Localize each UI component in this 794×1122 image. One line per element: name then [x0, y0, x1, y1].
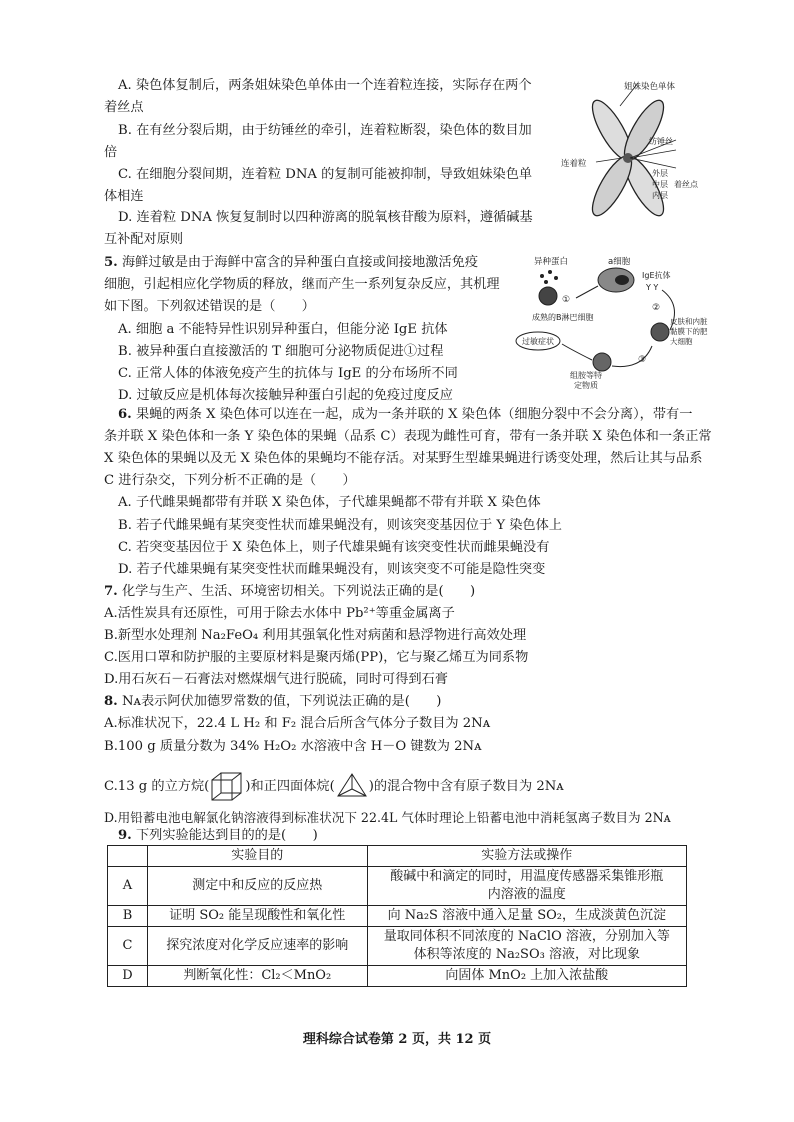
- q4-option-c: C. 在细胞分裂间期，连着粒 DNA 的复制可能被抑制，导致姐妹染色单: [118, 167, 533, 182]
- q8-option-d: D.用铅蓄电池电解氯化钠溶液得到标准状况下 22.4L 气体时理论上铅蓄电池中消耗氢离子数目为 2Nᴀ: [104, 810, 671, 825]
- label-ige-antibody: IgE抗体: [642, 271, 671, 280]
- label-sister-chromatid: 姐妹染色单体: [624, 82, 676, 92]
- row-purpose: 探究浓度对化学反应速率的影响: [147, 927, 367, 966]
- q7-number: 7.: [104, 584, 118, 599]
- table-header-row: [108, 846, 687, 867]
- step-2-marker: ②: [652, 303, 661, 313]
- table-row: [108, 966, 687, 987]
- table-row: [108, 867, 687, 906]
- q6-stem-line-4: C 进行杂交，下列分析不正确的是（ ）: [104, 473, 356, 488]
- q6-option-b: B. 若子代雌果蝇有某突变性状而雄果蝇没有，则该突变基因位于 Y 染色体上: [118, 518, 562, 533]
- q5-stem-line-1: [104, 253, 478, 272]
- q9-stem-line: [118, 826, 318, 845]
- q5-stem-line-3: 如下图。下列叙述错误的是（ ）: [104, 299, 315, 314]
- row-method: 向固体 MnO₂ 上加入浓盐酸: [367, 966, 686, 987]
- label-mature-b-cell: 成熟的B淋巴细胞: [532, 313, 594, 322]
- label-cell-a: a细胞: [608, 257, 631, 267]
- label-spindle: 纺锤丝: [649, 137, 673, 146]
- q7-option-b: B.新型水处理剂 Na₂FeO₄ 利用其强氧化性对病菌和悬浮物进行高效处理: [104, 628, 527, 643]
- cubane-icon: [209, 770, 245, 804]
- q8-option-c-post: )的混合物中含有原子数目为 2Nᴀ: [368, 779, 564, 794]
- allergy-mechanism-figure: [512, 250, 708, 390]
- q8-option-b: B.100 g 质量分数为 34% H₂O₂ 水溶液中含 H－O 键数为 2Nᴀ: [104, 739, 482, 754]
- row-method-line-1: 量取同体积不同浓度的 NaClO 溶液，分别加入等: [383, 929, 670, 944]
- q6-option-d: D. 若子代雄果蝇有某突变性状而雌果蝇没有，则该突变不可能是隐性突变: [118, 562, 546, 577]
- q5-option-a: A. 细胞 a 不能特异性识别异种蛋白，但能分泌 IgE 抗体: [118, 322, 448, 337]
- q4-option-b: B. 在有丝分裂后期，由于纺锤丝的牵引，连着粒断裂，染色体的数目加: [118, 123, 532, 138]
- q7-option-a: A.活性炭具有还原性，可用于除去水体中 Pb²⁺等重金属离子: [104, 606, 455, 621]
- q5-option-d: D. 过敏反应是机体每次接触异种蛋白引起的免疫过度反应: [118, 388, 453, 403]
- label-histamine-2: 定物质: [574, 381, 598, 390]
- row-purpose: 测定中和反应的反应热: [147, 867, 367, 906]
- q9-stem: 下列实验能达到目的的是( ): [135, 828, 318, 843]
- table-row: [108, 906, 687, 927]
- q6-stem-line-3: X 染色体的果蝇以及无 X 染色体的果蝇均不能存活。对某野生型雄果蝇进行诱变处理，然后让其与品系: [104, 451, 703, 466]
- q6-stem-line-2: 条并联 X 染色体和一条 Y 染色体的果蝇（品系 C）表现为雌性可育，带有一条并联 X 染色体和一条正常: [104, 429, 712, 444]
- experiment-table: [107, 845, 687, 987]
- q8-option-c-mid: )和正四面体烷(: [245, 779, 335, 794]
- q7-stem-line: [104, 582, 475, 601]
- q6-stem-line-1: [118, 405, 692, 424]
- label-mast-cell-1: 皮肤和内脏: [670, 317, 708, 326]
- step-3-marker: ③: [638, 355, 647, 365]
- q8-number: 8.: [104, 694, 118, 709]
- q8-option-c: [104, 768, 564, 806]
- label-mast-cell-3: 大细胞: [670, 337, 693, 346]
- q6-option-a: A. 子代雌果蝇都带有并联 X 染色体，子代雄果蝇都不带有并联 X 染色体: [118, 495, 541, 510]
- header-blank: [108, 846, 148, 867]
- row-method-line-1: 酸碱中和滴定的同时，用温度传感器采集锥形瓶: [390, 869, 664, 884]
- row-purpose: 证明 SO₂ 能呈现酸性和氧化性: [147, 906, 367, 927]
- q5-stem-1: 海鲜过敏是由于海鲜中富含的异种蛋白直接或间接地激活免疫: [121, 255, 479, 270]
- table-row: [108, 927, 687, 966]
- q8-option-a: A.标准状况下，22.4 L H₂ 和 F₂ 混合后所含气体分子数目为 2Nᴀ: [104, 716, 491, 731]
- row-label: B: [108, 906, 148, 927]
- q8-option-c-pre: C.13 g 的立方烷(: [104, 779, 210, 794]
- q4-option-c-cont: 体相连: [104, 189, 144, 204]
- q6-option-c: C. 若突变基因位于 X 染色体上，则子代雄果蝇有该突变性状而雌果蝇没有: [118, 540, 550, 555]
- page-footer: 理科综合试卷第 2 页，共 12 页: [302, 1032, 492, 1047]
- q6-number: 6.: [118, 407, 132, 422]
- q4-option-a-cont: 着丝点: [104, 100, 144, 115]
- q4-option-d: D. 连着粒 DNA 恢复复制时以四种游离的脱氧核苷酸为原料，遵循碱基: [118, 210, 533, 225]
- q7-option-c: C.医用口罩和防护服的主要原材料是聚丙烯(PP)，它与聚乙烯互为同系物: [104, 650, 529, 665]
- row-label: C: [108, 927, 148, 966]
- q7-stem: 化学与生产、生活、环境密切相关。下列说法正确的是( ): [121, 584, 476, 599]
- q8-stem-line: [104, 692, 441, 711]
- label-outer-layer: 外层: [652, 169, 668, 178]
- label-inner-layer: 内层: [652, 191, 668, 200]
- q9-number: 9.: [118, 828, 132, 843]
- header-method: 实验方法或操作: [367, 846, 686, 867]
- header-purpose: 实验目的: [147, 846, 367, 867]
- q7-option-d: D.用石灰石－石膏法对燃煤烟气进行脱硫，同时可得到石膏: [104, 672, 448, 687]
- row-method: 向 Na₂S 溶液中通入足量 SO₂，生成淡黄色沉淀: [367, 906, 686, 927]
- row-method: [367, 927, 686, 966]
- row-label: D: [108, 966, 148, 987]
- row-method: [367, 867, 686, 906]
- row-label: A: [108, 867, 148, 906]
- q5-stem-line-2: 细胞，引起相应化学物质的释放，继而产生一系列复杂反应，其机理: [104, 277, 500, 292]
- q4-option-a: A. 染色体复制后，两条姐妹染色单体由一个连着粒连接，实际存在两个: [118, 78, 532, 93]
- label-mast-cell-2: 黏膜下的肥: [670, 327, 708, 336]
- q5-option-b: B. 被异种蛋白直接激活的 T 细胞可分泌物质促进①过程: [118, 344, 444, 359]
- q4-option-b-cont: 倍: [104, 145, 118, 160]
- row-purpose: 判断氧化性：Cl₂＜MnO₂: [147, 966, 367, 987]
- label-histamine-1: 组胺等特: [570, 371, 602, 380]
- label-linking-granule: 连着粒: [561, 159, 587, 169]
- q8-stem: Nᴀ表示阿伏加德罗常数的值，下列说法正确的是( ): [121, 694, 442, 709]
- label-foreign-protein: 异种蛋白: [534, 257, 569, 267]
- q4-option-d-cont: 互补配对原则: [104, 232, 184, 247]
- q6-stem-1: 果蝇的两条 X 染色体可以连在一起，成为一条并联的 X 染色体（细胞分裂中不会分离），带有一: [135, 407, 693, 422]
- step-1-marker: ①: [562, 295, 571, 305]
- svg-text:Y Y: Y Y: [646, 283, 659, 292]
- tetrahedrane-icon: [335, 772, 369, 802]
- label-allergy-symptom: 过敏症状: [522, 337, 554, 346]
- chromosome-figure: [558, 78, 708, 228]
- row-method-line-2: 内溶液的温度: [487, 887, 566, 902]
- label-middle-layer: 中层: [652, 180, 668, 189]
- q5-number: 5.: [104, 255, 118, 270]
- label-kinetochore: 着丝点: [674, 180, 698, 189]
- row-method-line-2: 体积等浓度的 Na₂SO₃ 溶液，对比现象: [413, 947, 640, 962]
- q5-option-c: C. 正常人体的体液免疫产生的抗体与 IgE 的分布场所不同: [118, 366, 458, 381]
